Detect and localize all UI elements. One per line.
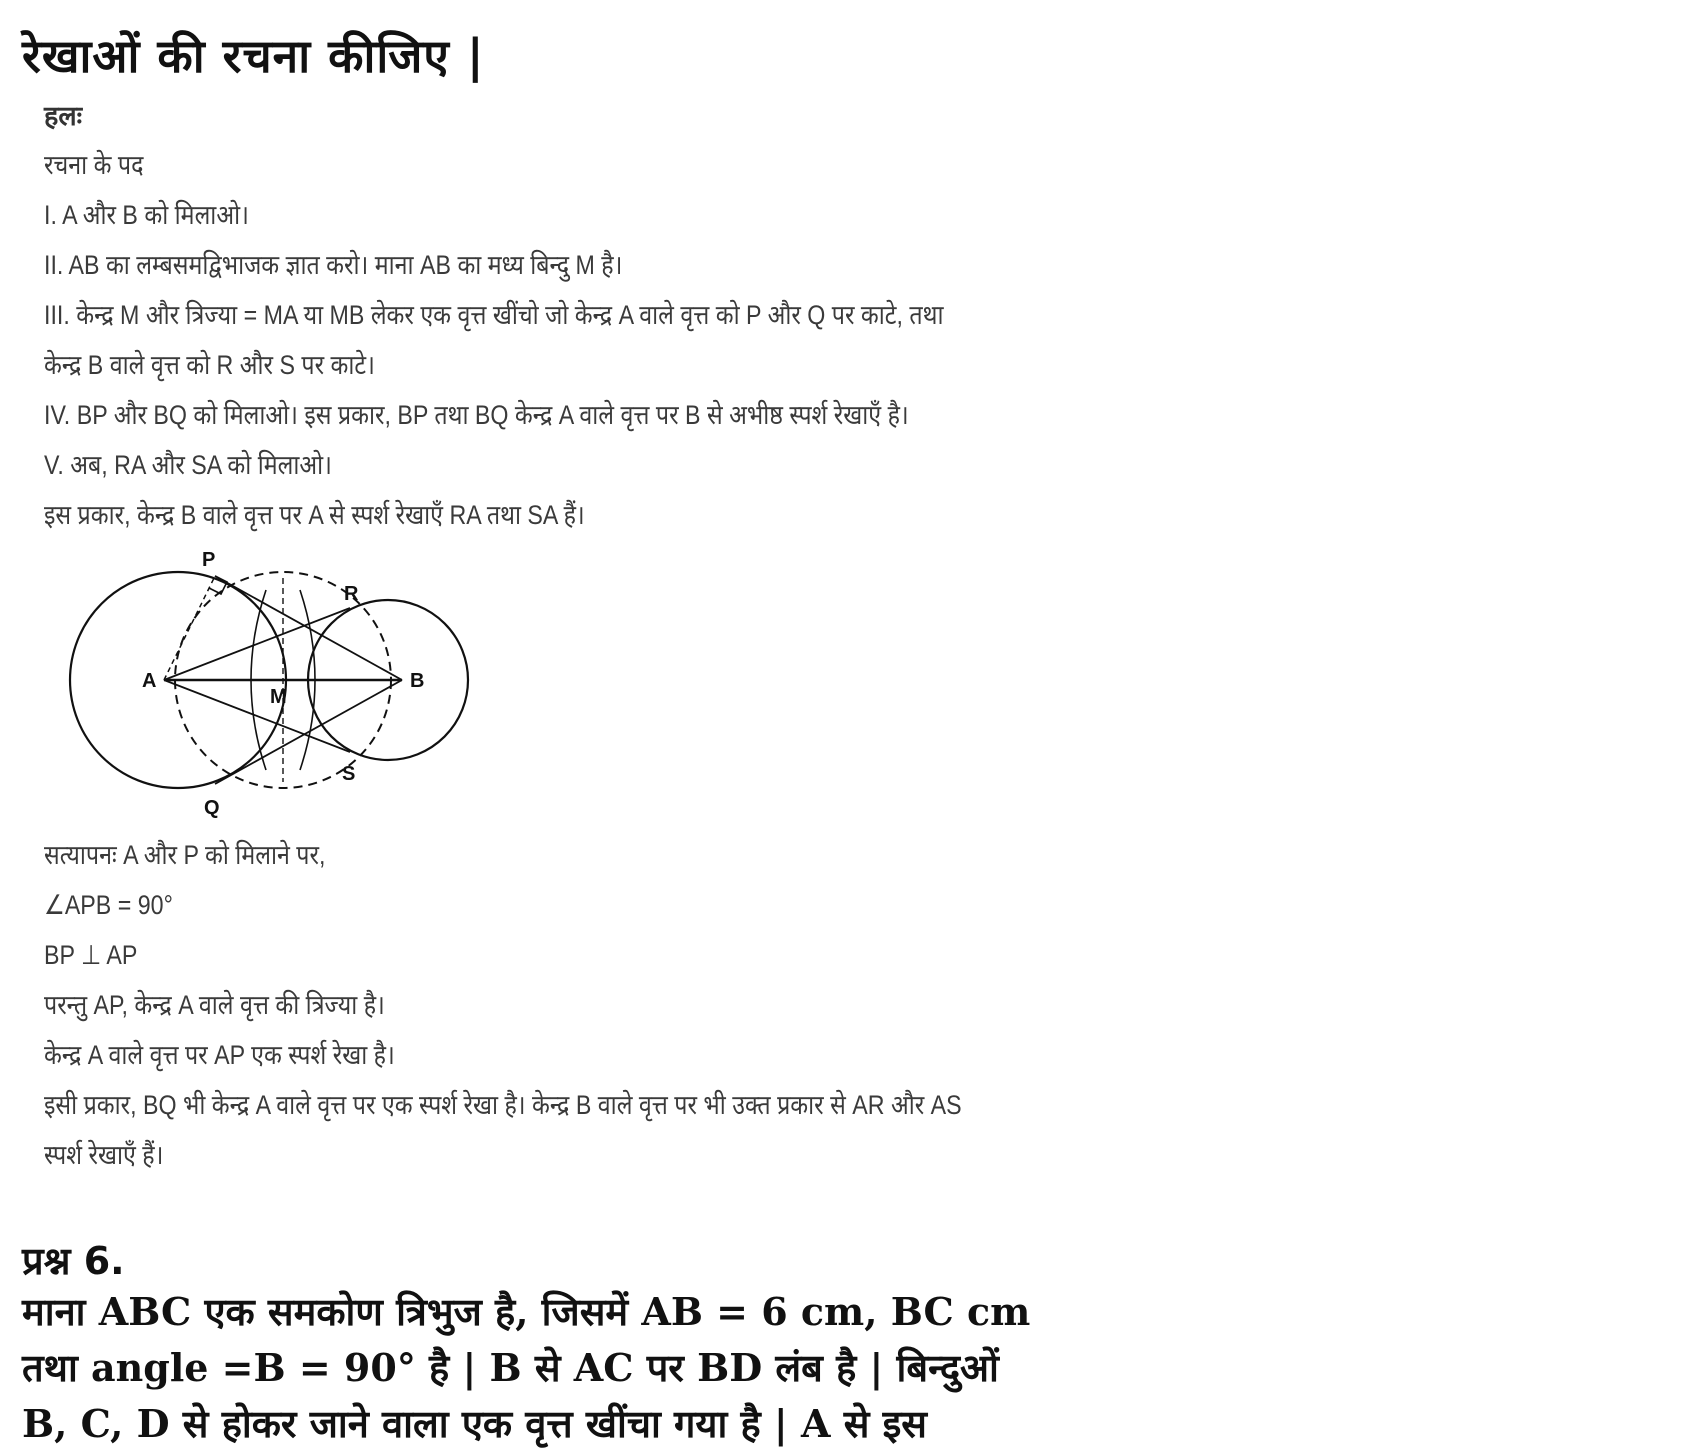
- tangent-ar: [164, 608, 350, 680]
- verification-line-4: परन्तु AP, केन्द्र A वाले वृत्त की त्रिज्या है।: [44, 990, 385, 1020]
- step-4: IV. BP और BQ को मिलाओ। इस प्रकार, BP तथा BQ केन्द्र A वाले वृत्त पर B से अभीष्ठ स्पर्श रेखाएँ है।: [44, 400, 909, 430]
- verification-line-2: ∠APB = 90°: [44, 890, 173, 920]
- construction-steps: [44, 140, 1076, 540]
- step-3: III. केन्द्र M और त्रिज्या = MA या MB लेकर एक वृत्त खींचो जो केन्द्र A वाले वृत्त को P और Q पर काटे, तथा: [44, 300, 944, 330]
- step-1: I. A और B को मिलाओ।: [44, 200, 249, 230]
- verification-line-6: इसी प्रकार, BQ भी केन्द्र A वाले वृत्त पर एक स्पर्श रेखा है। केन्द्र B वाले वृत्त पर भी उक्त प्रकार से AR और AS: [44, 1090, 962, 1120]
- label-a: A: [142, 670, 157, 692]
- label-p: P: [202, 549, 216, 571]
- steps-title: रचना के पद: [44, 150, 144, 180]
- step-5: V. अब, RA और SA को मिलाओ।: [44, 450, 332, 480]
- label-r: R: [344, 583, 359, 605]
- question-label: प्रश्न 6.: [22, 1239, 125, 1283]
- steps-conclusion: इस प्रकार, केन्द्र B वाले वृत्त पर A से स्पर्श रेखाएँ RA तथा SA हैं।: [44, 500, 585, 530]
- verification-line-3: BP ⊥ AP: [44, 940, 138, 970]
- verification-line-1: सत्यापनः A और P को मिलाने पर,: [44, 840, 326, 870]
- verification-line-7: स्पर्श रेखाएँ हैं।: [44, 1140, 164, 1170]
- step-2: II. AB का लम्बसमद्विभाजक ज्ञात करो। माना AB का मध्य बिन्दु M है।: [44, 250, 623, 280]
- tangent-as: [164, 680, 350, 752]
- construction-figure: [58, 530, 498, 820]
- label-s: S: [342, 763, 356, 785]
- question-text: [22, 1284, 1172, 1452]
- question-line-3: B, C, D से होकर जाने वाला एक वृत्त खींचा गया है | A से इस: [22, 1401, 927, 1446]
- tangent-construction-diagram: [58, 530, 498, 820]
- label-m: M: [270, 686, 287, 708]
- verification-line-5: केन्द्र A वाले वृत्त पर AP एक स्पर्श रेखा है।: [44, 1040, 395, 1070]
- verification: [44, 830, 1162, 1180]
- radius-ap: [164, 576, 215, 680]
- question-line-1: माना ABC एक समकोण त्रिभुज है, जिसमें AB = 6 cm, BC cm: [22, 1289, 1031, 1334]
- step-3-cont: केन्द्र B वाले वृत्त को R और S पर काटे।: [44, 350, 375, 380]
- heading: रेखाओं की रचना कीजिए |: [22, 29, 485, 83]
- solution-label: हलः: [44, 101, 83, 132]
- label-q: Q: [204, 797, 220, 819]
- label-b: B: [410, 670, 425, 692]
- question-line-2: तथा angle =B = 90° है | B से AC पर BD लंब है | बिन्दुओं: [22, 1345, 999, 1390]
